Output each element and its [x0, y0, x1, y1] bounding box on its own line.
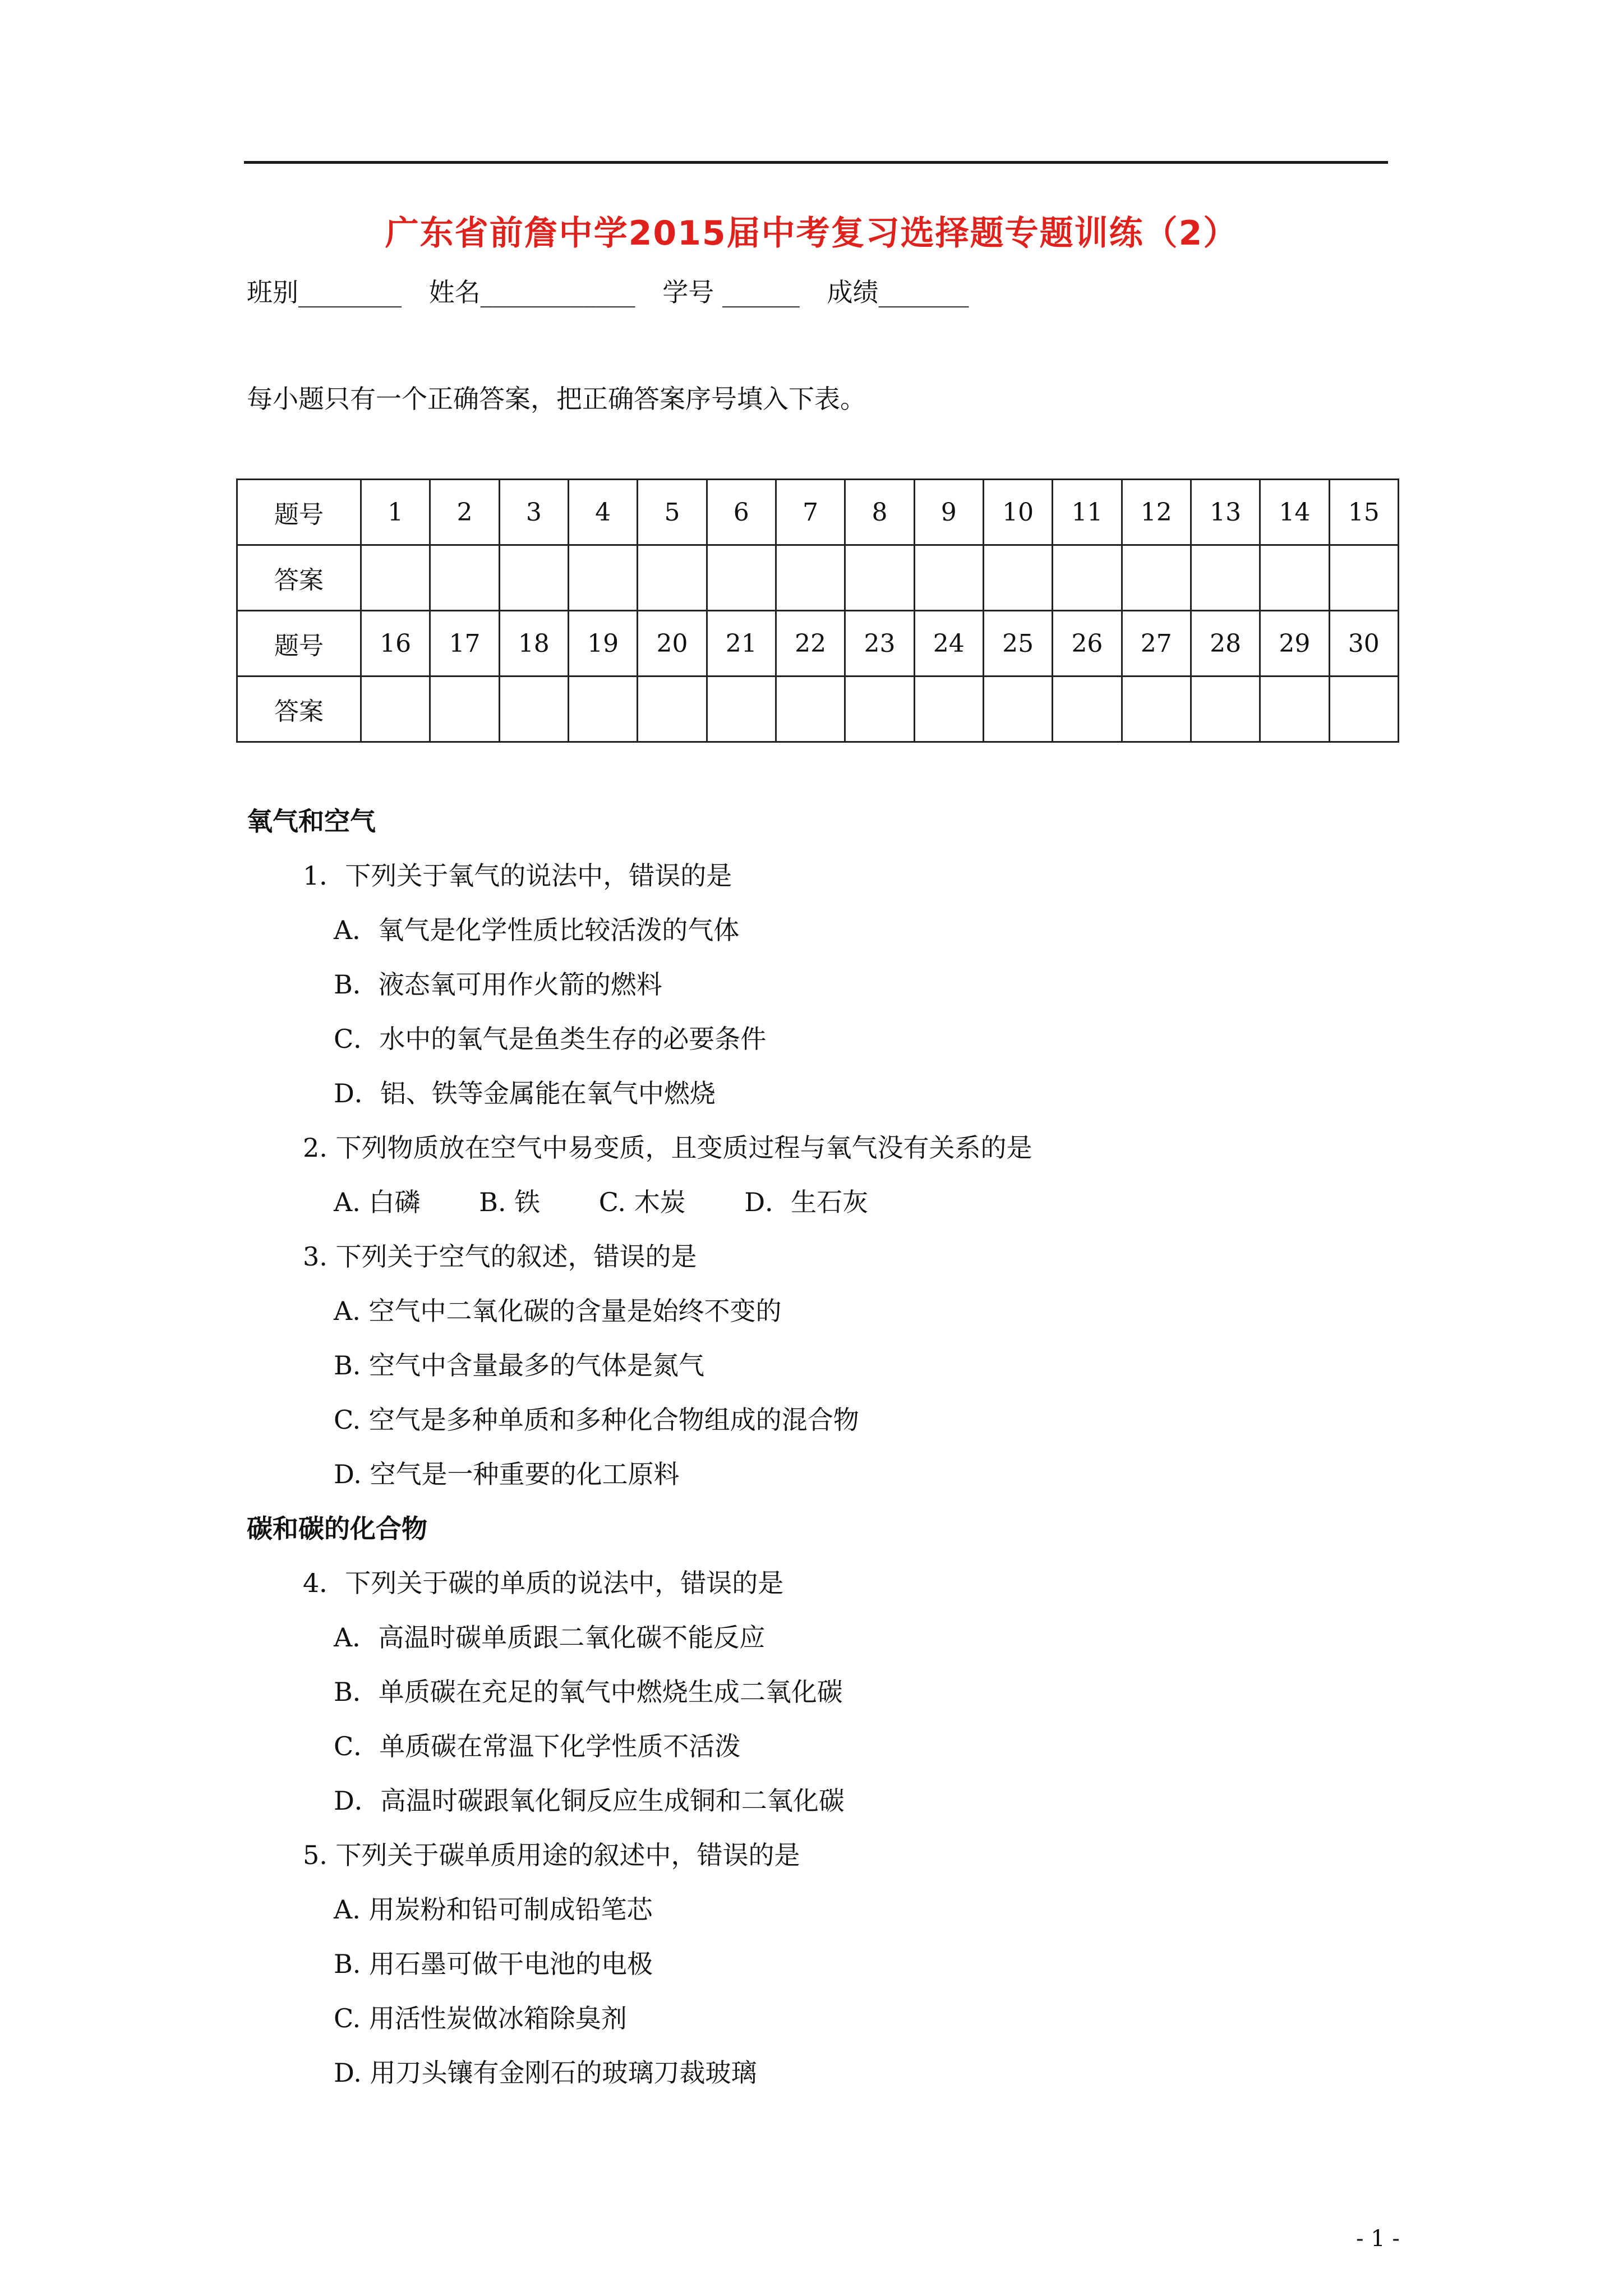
question-number-label: 题号 [237, 611, 361, 677]
question-4-option-c: C．单质碳在常温下化学性质不活泼 [334, 1731, 741, 1761]
question-4-option-d: D．高温时碳跟氧化铜反应生成铜和二氧化碳 [334, 1786, 845, 1816]
answer-cell[interactable] [707, 545, 776, 611]
answer-cell[interactable] [1053, 677, 1122, 742]
answer-cell[interactable] [845, 545, 914, 611]
question-5-option-c: C. 用活性炭做冰箱除臭剂 [334, 2003, 627, 2033]
question-number-cell: 2 [430, 480, 499, 545]
answer-cell[interactable] [1122, 677, 1191, 742]
question-number-cell: 21 [707, 611, 776, 677]
question-number-cell: 14 [1260, 480, 1329, 545]
question-2-option-d: D．生石灰 [744, 1187, 869, 1217]
question-1-option-b: B．液态氧可用作火箭的燃料 [334, 969, 662, 1000]
question-number-cell: 13 [1191, 480, 1260, 545]
question-number-cell: 11 [1053, 480, 1122, 545]
question-number-cell: 18 [499, 611, 568, 677]
answer-cell[interactable] [1260, 677, 1329, 742]
answer-cell[interactable] [983, 545, 1052, 611]
question-5: 5. 下列关于碳单质用途的叙述中，错误的是 [303, 1840, 800, 1870]
question-number-cell: 15 [1329, 480, 1398, 545]
answer-cell[interactable] [1191, 677, 1260, 742]
answer-cell[interactable] [983, 677, 1052, 742]
question-5-option-d: D. 用刀头镶有金刚石的玻璃刀裁玻璃 [334, 2058, 757, 2088]
answer-cell[interactable] [361, 677, 430, 742]
question-3-option-a: A. 空气中二氧化碳的含量是始终不变的 [334, 1296, 782, 1326]
question-number-row [237, 480, 1399, 545]
question-3: 3. 下列关于空气的叙述，错误的是 [303, 1241, 697, 1272]
question-number-row [237, 611, 1399, 677]
question-number-cell: 25 [983, 611, 1052, 677]
question-number-cell: 10 [983, 480, 1052, 545]
answer-cell[interactable] [638, 677, 707, 742]
question-4-option-a: A．高温时碳单质跟二氧化碳不能反应 [334, 1622, 766, 1653]
question-1: 1．下列关于氧气的说法中，错误的是 [303, 861, 732, 891]
question-number-cell: 28 [1191, 611, 1260, 677]
instruction-text: 每小题只有一个正确答案，把正确答案序号填入下表。 [247, 384, 866, 414]
question-2: 2. 下列物质放在空气中易变质，且变质过程与氧气没有关系的是 [303, 1133, 1032, 1163]
question-3-option-c: C. 空气是多种单质和多种化合物组成的混合物 [334, 1405, 859, 1435]
question-number-cell: 27 [1122, 611, 1191, 677]
question-number-cell: 5 [638, 480, 707, 545]
answer-cell[interactable] [430, 545, 499, 611]
section-heading-carbon: 碳和碳的化合物 [247, 1513, 427, 1544]
question-number-cell: 4 [568, 480, 637, 545]
question-1-option-a: A．氧气是化学性质比较活泼的气体 [334, 915, 740, 945]
answer-cell[interactable] [914, 677, 983, 742]
answer-row [237, 545, 1399, 611]
question-number-cell: 24 [914, 611, 983, 677]
question-2-option-b: B. 铁 [479, 1187, 541, 1217]
answer-cell[interactable] [914, 545, 983, 611]
question-number-cell: 8 [845, 480, 914, 545]
question-1-option-c: C．水中的氧气是鱼类生存的必要条件 [334, 1024, 767, 1054]
question-number-cell: 30 [1329, 611, 1398, 677]
section-heading-oxygen-air: 氧气和空气 [247, 806, 376, 836]
question-2-option-c: C. 木炭 [598, 1187, 686, 1217]
answer-cell[interactable] [1260, 545, 1329, 611]
question-number-cell: 19 [568, 611, 637, 677]
answer-cell[interactable] [430, 677, 499, 742]
question-number-cell: 23 [845, 611, 914, 677]
name-field[interactable]: 姓名____________ [428, 277, 635, 307]
document-title: 广东省前詹中学2015届中考复习选择题专题训练（2） [385, 214, 1238, 253]
header-rule [244, 161, 1388, 164]
answer-cell[interactable] [1122, 545, 1191, 611]
score-field[interactable]: 成绩_______ [827, 277, 969, 307]
answer-cell[interactable] [845, 677, 914, 742]
question-number-cell: 20 [638, 611, 707, 677]
question-number-cell: 3 [499, 480, 568, 545]
question-number-cell: 12 [1122, 480, 1191, 545]
answer-label: 答案 [237, 545, 361, 611]
answer-cell[interactable] [499, 677, 568, 742]
question-number-cell: 1 [361, 480, 430, 545]
answer-cell[interactable] [1329, 677, 1398, 742]
answer-cell[interactable] [707, 677, 776, 742]
question-number-cell: 26 [1053, 611, 1122, 677]
question-number-cell: 29 [1260, 611, 1329, 677]
question-4: 4．下列关于碳的单质的说法中，错误的是 [303, 1568, 784, 1598]
question-number-cell: 9 [914, 480, 983, 545]
question-3-option-b: B. 空气中含量最多的气体是氮气 [334, 1350, 705, 1381]
class-field[interactable]: 班别________ [247, 277, 402, 307]
answer-cell[interactable] [1329, 545, 1398, 611]
answer-cell[interactable] [568, 545, 637, 611]
student-number-field[interactable]: 学号 ______ [662, 277, 800, 307]
answer-cell[interactable] [776, 677, 845, 742]
answer-cell[interactable] [361, 545, 430, 611]
answer-cell[interactable] [638, 545, 707, 611]
question-2-option-a: A. 白磷 [334, 1187, 421, 1217]
answer-row [237, 677, 1399, 742]
question-number-cell: 7 [776, 480, 845, 545]
page-number: - 1 - [1356, 2226, 1400, 2252]
question-number-label: 题号 [237, 480, 361, 545]
answer-cell[interactable] [1053, 545, 1122, 611]
question-1-option-d: D．铝、铁等金属能在氧气中燃烧 [334, 1078, 716, 1108]
question-number-cell: 6 [707, 480, 776, 545]
question-3-option-d: D. 空气是一种重要的化工原料 [334, 1459, 680, 1489]
question-5-option-a: A. 用炭粉和铅可制成铅笔芯 [334, 1894, 653, 1925]
question-4-option-b: B．单质碳在充足的氧气中燃烧生成二氧化碳 [334, 1677, 843, 1707]
student-info-row [247, 272, 988, 309]
answer-cell[interactable] [568, 677, 637, 742]
question-number-cell: 22 [776, 611, 845, 677]
answer-cell[interactable] [499, 545, 568, 611]
question-5-option-b: B. 用石墨可做干电池的电极 [334, 1949, 653, 1979]
question-2-options [334, 1182, 919, 1219]
answer-table [236, 478, 1399, 743]
question-number-cell: 17 [430, 611, 499, 677]
answer-cell[interactable] [1191, 545, 1260, 611]
answer-cell[interactable] [776, 545, 845, 611]
answer-label: 答案 [237, 677, 361, 742]
question-number-cell: 16 [361, 611, 430, 677]
